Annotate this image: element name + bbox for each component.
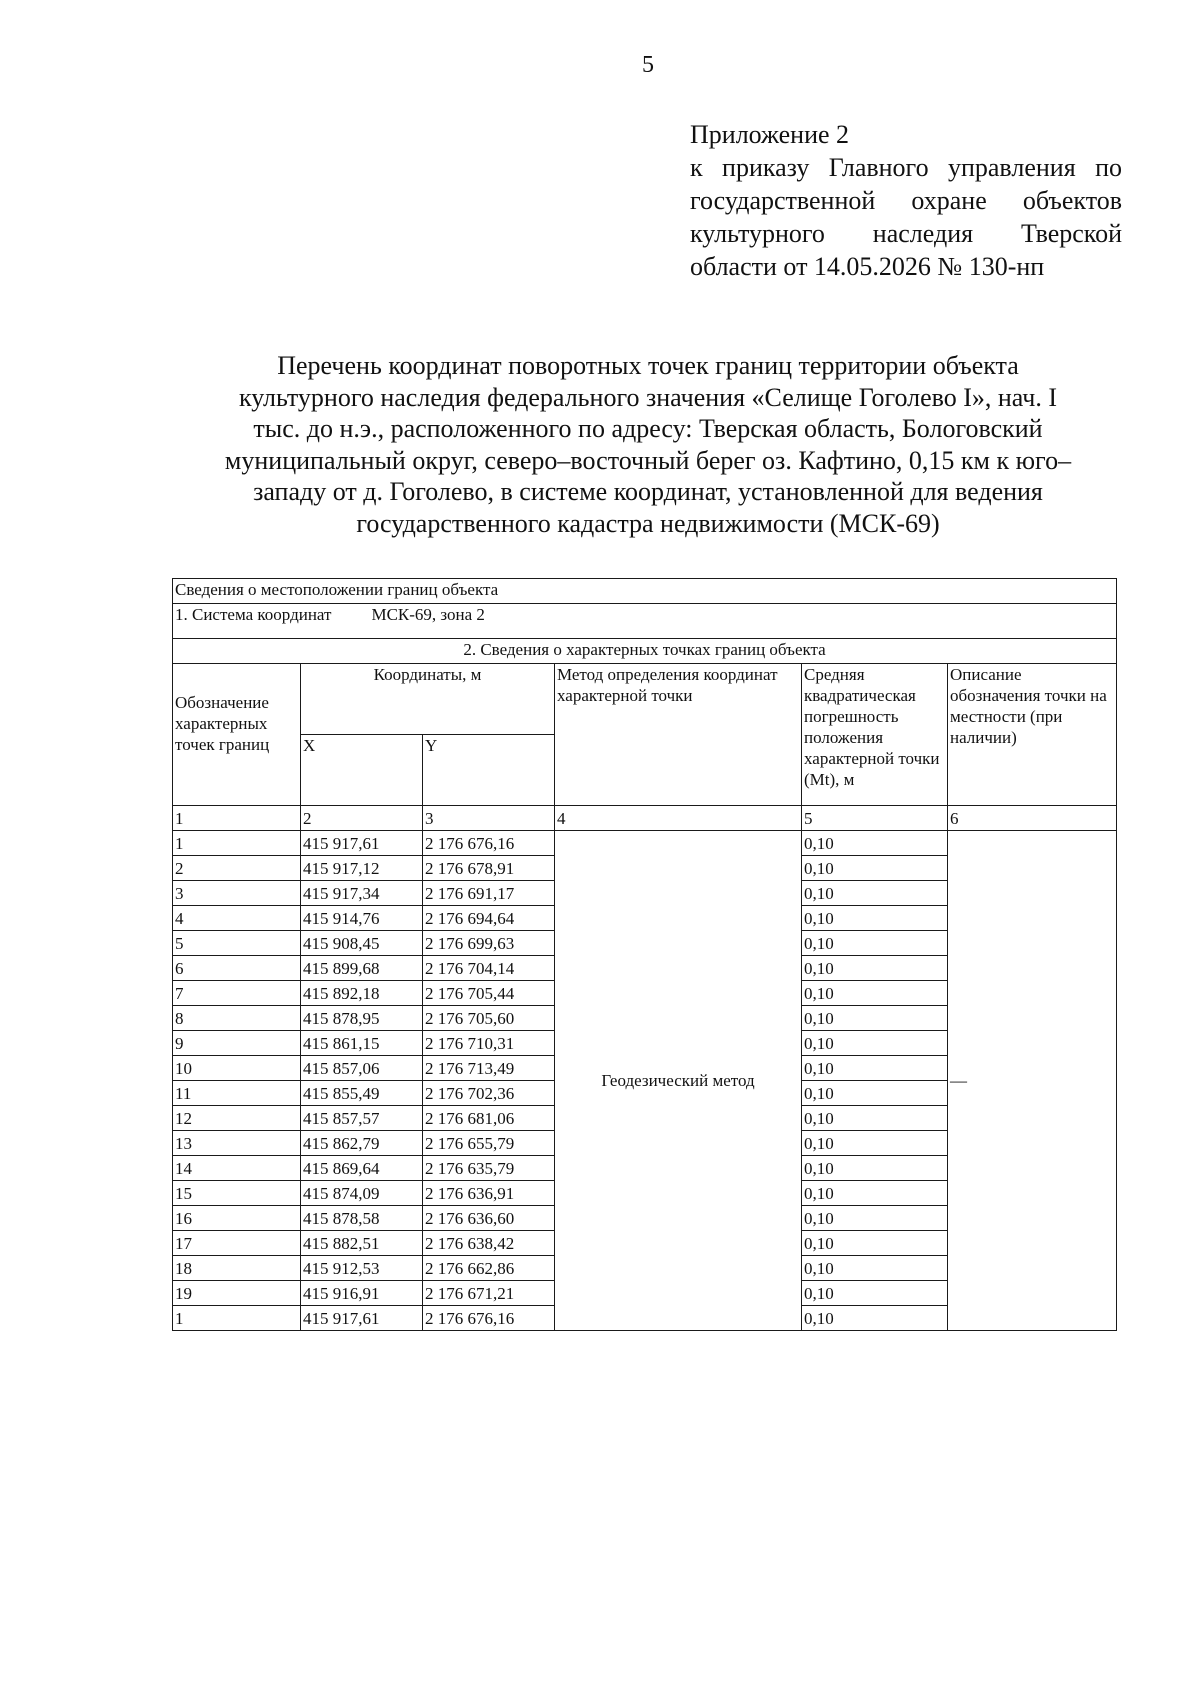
y-coord-cell: 2 176 691,17 <box>423 881 555 906</box>
y-coord-cell: 2 176 655,79 <box>423 1131 555 1156</box>
x-coord-cell: 415 857,57 <box>301 1106 423 1131</box>
accuracy-cell: 0,10 <box>802 1006 948 1031</box>
accuracy-cell: 0,10 <box>802 831 948 856</box>
accuracy-cell: 0,10 <box>802 956 948 981</box>
point-id-cell: 13 <box>173 1131 301 1156</box>
appendix-block <box>690 118 1122 283</box>
y-coord-cell: 2 176 638,42 <box>423 1231 555 1256</box>
page-number: 5 <box>642 52 654 78</box>
accuracy-cell: 0,10 <box>802 881 948 906</box>
table-row <box>173 831 1117 856</box>
y-coord-cell: 2 176 705,44 <box>423 981 555 1006</box>
header-y: Y <box>423 735 555 806</box>
document-title <box>170 350 1126 539</box>
point-id-cell: 3 <box>173 881 301 906</box>
x-coord-cell: 415 917,61 <box>301 1306 423 1331</box>
point-id-cell: 6 <box>173 956 301 981</box>
y-coord-cell: 2 176 676,16 <box>423 831 555 856</box>
title-line: муниципальный округ, северо–восточный берег оз. Кафтино, 0,15 км к юго– <box>224 445 1072 475</box>
accuracy-cell: 0,10 <box>802 981 948 1006</box>
y-coord-cell: 2 176 681,06 <box>423 1106 555 1131</box>
point-id-cell: 11 <box>173 1081 301 1106</box>
accuracy-cell: 0,10 <box>802 1181 948 1206</box>
x-coord-cell: 415 869,64 <box>301 1156 423 1181</box>
point-id-cell: 2 <box>173 856 301 881</box>
x-coord-cell: 415 882,51 <box>301 1231 423 1256</box>
x-coord-cell: 415 916,91 <box>301 1281 423 1306</box>
point-id-cell: 16 <box>173 1206 301 1231</box>
y-coord-cell: 2 176 710,31 <box>423 1031 555 1056</box>
method-cell: Геодезический метод <box>555 831 802 1331</box>
accuracy-cell: 0,10 <box>802 1131 948 1156</box>
title-line: Перечень координат поворотных точек границ территории объекта <box>277 351 1019 380</box>
title-line: государственного кадастра недвижимости (МСК-69) <box>356 508 940 538</box>
header-point: Обозначение характерных точек границ <box>173 664 301 806</box>
point-id-cell: 10 <box>173 1056 301 1081</box>
point-id-cell: 17 <box>173 1231 301 1256</box>
coord-system-row <box>173 604 1117 639</box>
coord-system-value: МСК-69, зона 2 <box>371 605 485 624</box>
y-coord-cell: 2 176 713,49 <box>423 1056 555 1081</box>
point-id-cell: 15 <box>173 1181 301 1206</box>
x-coord-cell: 415 899,68 <box>301 956 423 981</box>
header-x: X <box>301 735 423 806</box>
appendix-title: Приложение 2 <box>690 120 850 149</box>
x-coord-cell: 415 917,34 <box>301 881 423 906</box>
accuracy-cell: 0,10 <box>802 906 948 931</box>
col-number: 3 <box>423 806 555 831</box>
accuracy-cell: 0,10 <box>802 931 948 956</box>
description-cell: — <box>948 831 1117 1331</box>
point-id-cell: 1 <box>173 831 301 856</box>
x-coord-cell: 415 874,09 <box>301 1181 423 1206</box>
header-coords: Координаты, м <box>301 664 555 735</box>
col-number: 1 <box>173 806 301 831</box>
accuracy-cell: 0,10 <box>802 1156 948 1181</box>
y-coord-cell: 2 176 678,91 <box>423 856 555 881</box>
x-coord-cell: 415 878,58 <box>301 1206 423 1231</box>
x-coord-cell: 415 892,18 <box>301 981 423 1006</box>
col-number: 6 <box>948 806 1117 831</box>
point-id-cell: 9 <box>173 1031 301 1056</box>
point-id-cell: 4 <box>173 906 301 931</box>
accuracy-cell: 0,10 <box>802 1056 948 1081</box>
accuracy-cell: 0,10 <box>802 1081 948 1106</box>
point-id-cell: 5 <box>173 931 301 956</box>
coord-system-label: 1. Система координат <box>175 605 332 624</box>
point-id-cell: 18 <box>173 1256 301 1281</box>
header-method: Метод определения координат характерной точки <box>555 664 802 806</box>
accuracy-cell: 0,10 <box>802 1206 948 1231</box>
coordinates-table <box>172 578 1117 1331</box>
y-coord-cell: 2 176 636,60 <box>423 1206 555 1231</box>
y-coord-cell: 2 176 704,14 <box>423 956 555 981</box>
accuracy-cell: 0,10 <box>802 1256 948 1281</box>
x-coord-cell: 415 908,45 <box>301 931 423 956</box>
x-coord-cell: 415 862,79 <box>301 1131 423 1156</box>
accuracy-cell: 0,10 <box>802 1106 948 1131</box>
y-coord-cell: 2 176 699,63 <box>423 931 555 956</box>
y-coord-cell: 2 176 636,91 <box>423 1181 555 1206</box>
col-number: 4 <box>555 806 802 831</box>
x-coord-cell: 415 855,49 <box>301 1081 423 1106</box>
accuracy-cell: 0,10 <box>802 1306 948 1331</box>
accuracy-cell: 0,10 <box>802 856 948 881</box>
point-id-cell: 7 <box>173 981 301 1006</box>
point-id-cell: 14 <box>173 1156 301 1181</box>
accuracy-cell: 0,10 <box>802 1231 948 1256</box>
point-id-cell: 12 <box>173 1106 301 1131</box>
y-coord-cell: 2 176 635,79 <box>423 1156 555 1181</box>
appendix-body: к приказу Главного управления по государственной охране объектов культурного наследия Тверской области от 14.05.2026 № 130-нп <box>690 153 1122 281</box>
accuracy-cell: 0,10 <box>802 1031 948 1056</box>
y-coord-cell: 2 176 662,86 <box>423 1256 555 1281</box>
title-line: западу от д. Гоголево, в системе координат, установленной для ведения <box>253 477 1043 506</box>
point-id-cell: 19 <box>173 1281 301 1306</box>
accuracy-cell: 0,10 <box>802 1281 948 1306</box>
header-accuracy: Средняя квадратическая погрешность положения характерной точки (Mt), м <box>802 664 948 806</box>
point-id-cell: 8 <box>173 1006 301 1031</box>
point-id-cell: 1 <box>173 1306 301 1331</box>
title-line: культурного наследия федерального значения «Селище Гоголево I», нач. I <box>238 382 1058 412</box>
y-coord-cell: 2 176 702,36 <box>423 1081 555 1106</box>
section-info-heading: Сведения о местоположении границ объекта <box>173 579 1117 604</box>
y-coord-cell: 2 176 694,64 <box>423 906 555 931</box>
y-coord-cell: 2 176 671,21 <box>423 1281 555 1306</box>
header-description: Описание обозначения точки на местности (при наличии) <box>948 664 1117 806</box>
x-coord-cell: 415 878,95 <box>301 1006 423 1031</box>
x-coord-cell: 415 914,76 <box>301 906 423 931</box>
x-coord-cell: 415 917,12 <box>301 856 423 881</box>
x-coord-cell: 415 912,53 <box>301 1256 423 1281</box>
y-coord-cell: 2 176 705,60 <box>423 1006 555 1031</box>
title-line: тыс. до н.э., расположенного по адресу: Тверская область, Бологовский <box>253 414 1043 443</box>
col-number: 2 <box>301 806 423 831</box>
section-points-heading: 2. Сведения о характерных точках границ объекта <box>173 639 1117 664</box>
y-coord-cell: 2 176 676,16 <box>423 1306 555 1331</box>
x-coord-cell: 415 857,06 <box>301 1056 423 1081</box>
col-number: 5 <box>802 806 948 831</box>
x-coord-cell: 415 861,15 <box>301 1031 423 1056</box>
x-coord-cell: 415 917,61 <box>301 831 423 856</box>
